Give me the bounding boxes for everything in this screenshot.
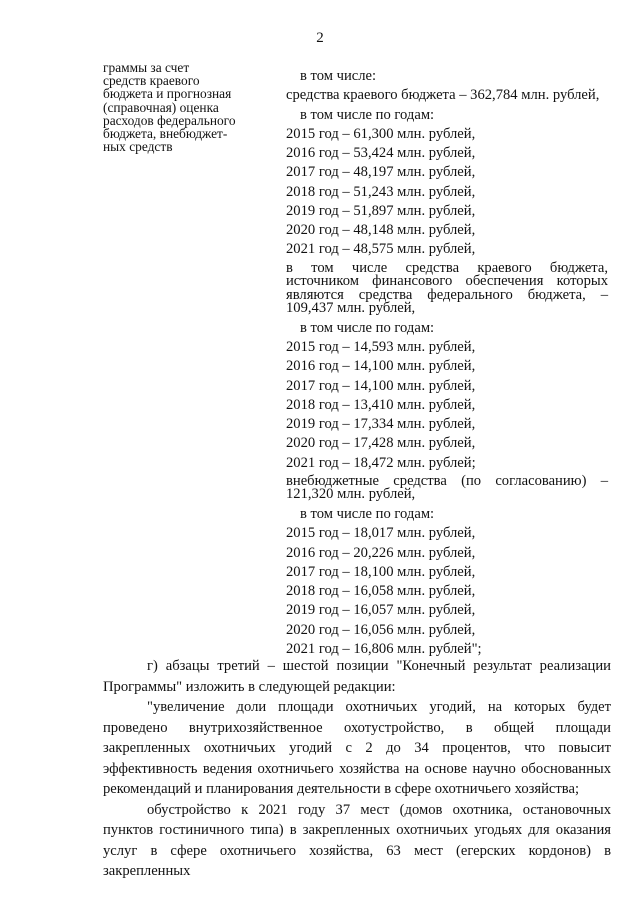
financing-paragraph: внебюджетные средства (по согласованию) – 121,320 млн. рублей,	[286, 472, 608, 503]
body-paragraph: "увеличение доли площади охотничьих угодий, на которых будет проведено внутрихозяйственное охотустройство, в общей площади закрепленных охотничьих угодий с 2 до 34 процентов, что повысит эффективность ведения охотничьего хозяйства на основе научно обоснованных рекомендаций и планирования деятельности в сфере охотничьего хозяйства;	[103, 699, 611, 797]
financing-line: в том числе по годам:	[300, 106, 435, 123]
financing-line: 2021 год – 48,575 млн. рублей,	[286, 241, 476, 258]
financing-details-column	[286, 67, 608, 659]
financing-line: 2019 год – 51,897 млн. рублей,	[286, 202, 476, 219]
financing-line: 2015 год – 18,017 млн. рублей,	[286, 525, 476, 542]
row-label-line: бюджета и прогнозная	[103, 86, 232, 102]
financing-line: 2016 год – 14,100 млн. рублей,	[286, 358, 476, 375]
financing-line: 2018 год – 16,058 млн. рублей,	[286, 583, 476, 600]
financing-line: 2020 год – 16,056 млн. рублей,	[286, 621, 476, 638]
financing-paragraph: в том числе средства краевого бюджета, источником финансового обеспечения которых являются средства федерального бюджета, – 109,437 млн. рублей,	[286, 259, 608, 317]
financing-line: 2015 год – 14,593 млн. рублей,	[286, 339, 476, 356]
page-number: 2	[316, 30, 324, 46]
financing-line: 2018 год – 51,243 млн. рублей,	[286, 183, 476, 200]
row-label-line: (справочная) оценка	[103, 99, 219, 115]
row-label-line: бюджета, внебюджет-	[103, 126, 228, 142]
financing-line: 2017 год – 48,197 млн. рублей,	[286, 164, 476, 181]
body-paragraph: г) абзацы третий – шестой позиции "Конечный результат реализации Программы" изложить в следующей редакции:	[103, 658, 611, 695]
body-paragraph: обустройство к 2021 году 37 мест (домов охотника, остановочных пунктов гостиничного типа) в закрепленных охотничьих угодьях для оказания услуг в сфере охотничьего хозяйства, 63 мест (егерских кордонов) в закрепленных	[103, 801, 611, 879]
row-label-line: расходов федерального	[103, 112, 236, 128]
financing-line: в том числе по годам:	[300, 506, 435, 523]
row-label-line: средств краевого	[103, 73, 200, 89]
financing-line: 2017 год – 18,100 млн. рублей,	[286, 563, 476, 580]
financing-line: 2019 год – 17,334 млн. рублей,	[286, 416, 476, 433]
row-label-line: граммы за счет	[103, 60, 190, 75]
financing-line: 2018 год – 13,410 млн. рублей,	[286, 396, 476, 413]
row-label-line: ных средств	[103, 139, 173, 155]
financing-line: 2020 год – 48,148 млн. рублей,	[286, 222, 476, 238]
financing-line: 2021 год – 18,472 млн. рублей;	[286, 454, 476, 471]
amendment-text	[103, 656, 611, 882]
financing-line: 2020 год – 17,428 млн. рублей,	[286, 435, 476, 452]
row-label-column	[103, 61, 268, 153]
financing-line: 2021 год – 16,806 млн. рублей";	[286, 640, 482, 657]
financing-line: средства краевого бюджета – 362,784 млн. рублей,	[286, 87, 600, 104]
financing-line: 2015 год – 61,300 млн. рублей,	[286, 125, 476, 142]
financing-line: 2017 год – 14,100 млн. рублей,	[286, 377, 476, 394]
financing-line: 2019 год – 16,057 млн. рублей,	[286, 602, 476, 619]
financing-line: 2016 год – 53,424 млн. рублей,	[286, 145, 476, 161]
financing-line: в том числе по годам:	[300, 319, 435, 336]
financing-line: в том числе:	[300, 68, 377, 84]
financing-line: 2016 год – 20,226 млн. рублей,	[286, 544, 476, 561]
